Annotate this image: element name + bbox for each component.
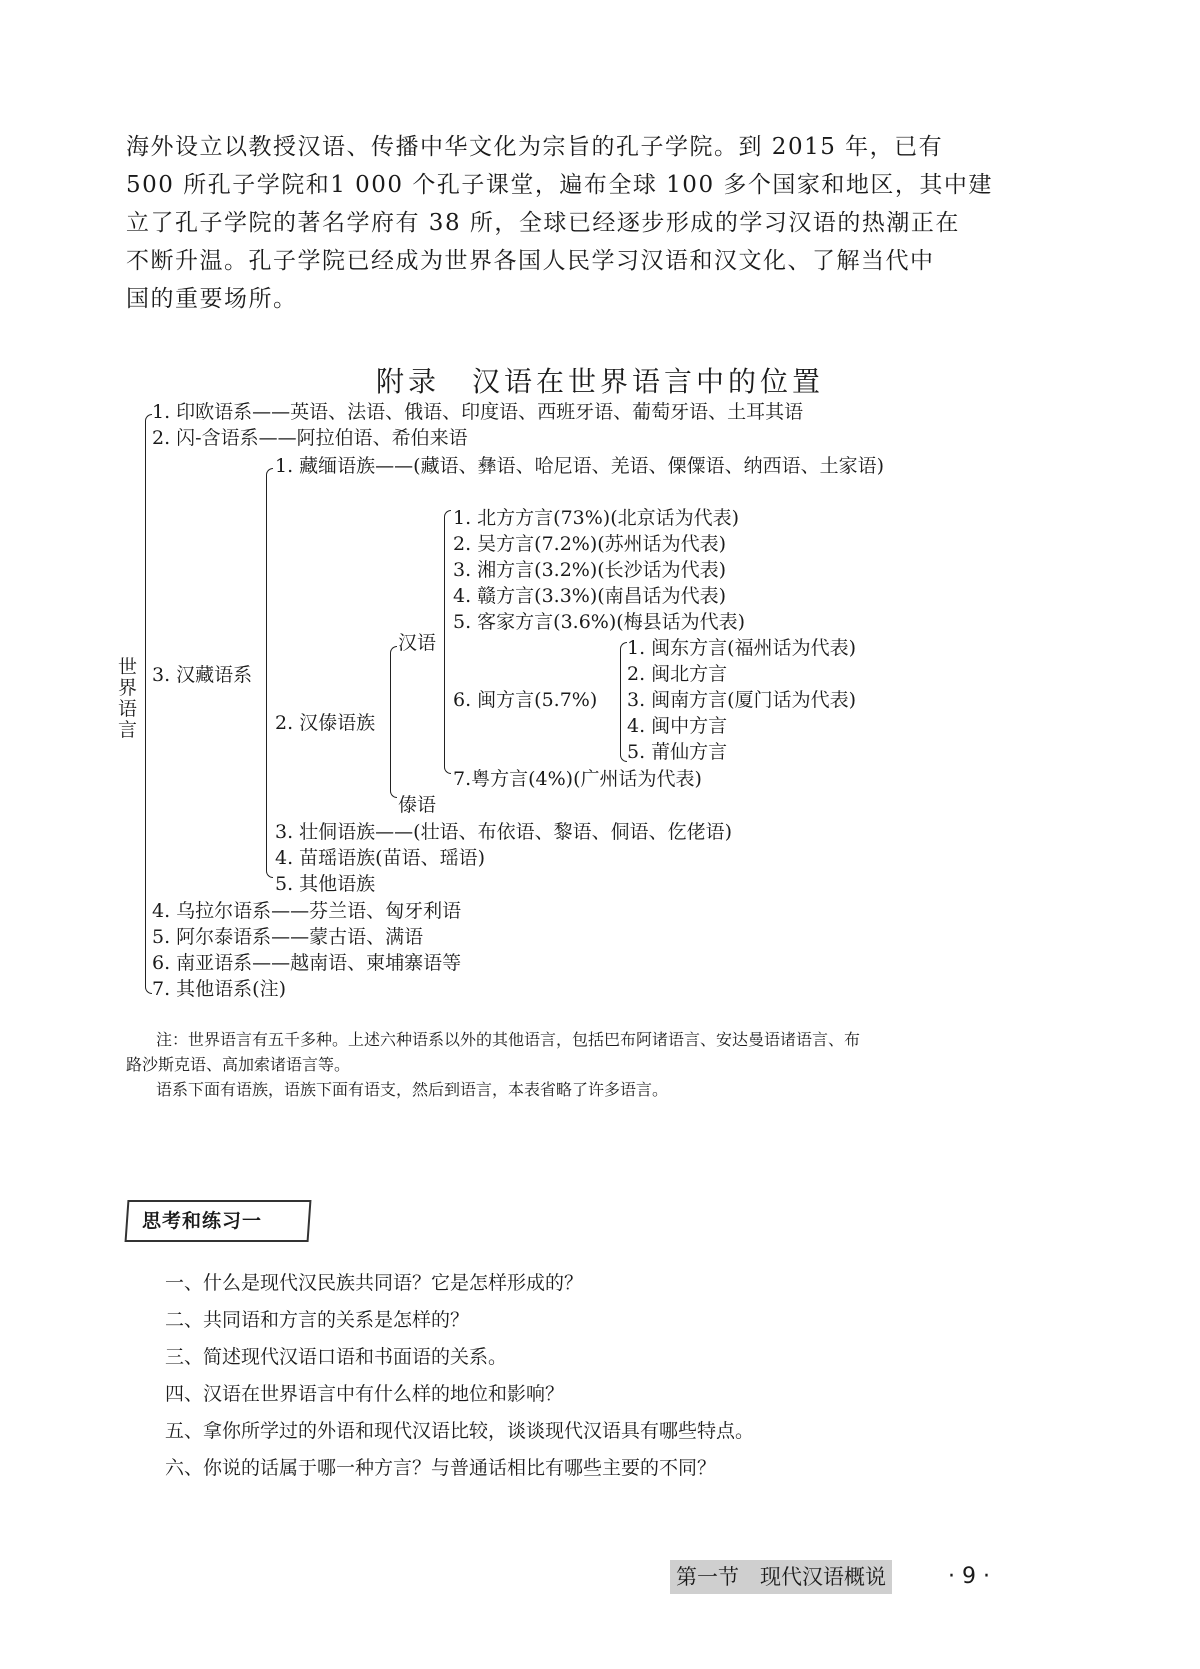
min-subdialect: 5. 莆仙方言 — [627, 741, 728, 763]
section-footer: 第一节 现代汉语概说 — [670, 1560, 892, 1594]
min-subdialect: 2. 闽北方言 — [627, 663, 728, 685]
dialect-item: 4. 赣方言(3.3%)(南昌话为代表) — [453, 585, 727, 607]
language-group: 1. 藏缅语族——(藏语、彝语、哈尼语、羌语、傈僳语、纳西语、土家语) — [275, 455, 884, 477]
language-group: 3. 壮侗语族——(壮语、布依语、黎语、侗语、仡佬语) — [275, 821, 732, 843]
question-item: 一、什么是现代汉民族共同语？它是怎样形成的？ — [165, 1272, 584, 1294]
dai-language: 傣语 — [398, 794, 437, 816]
min-subdialect: 3. 闽南方言(厦门话为代表) — [627, 689, 856, 711]
paragraph-line: 立了孔子学院的著名学府有 38 所，全球已经逐步形成的学习汉语的热潮正在 — [126, 210, 960, 236]
min-subdialect: 1. 闽东方言(福州话为代表) — [627, 637, 856, 659]
dialect-item: 3. 湘方言(3.2%)(长沙话为代表) — [453, 559, 727, 581]
appendix-title: 附录 汉语在世界语言中的位置 — [375, 365, 824, 398]
family-item: 7. 其他语系(注) — [152, 978, 286, 1000]
family-item: 5. 阿尔泰语系——蒙古语、满语 — [152, 926, 424, 948]
note-line: 语系下面有语族，语族下面有语支，然后到语言，本表省略了许多语言。 — [156, 1080, 669, 1099]
page-number: · 9 · — [948, 1564, 990, 1589]
family-item: 2. 闪-含语系——阿拉伯语、希伯来语 — [152, 427, 468, 449]
dialects-brace — [444, 510, 451, 774]
paragraph-line: 500 所孔子学院和1 000 个孔子课堂，遍布全球 100 多个国家和地区，其中建 — [126, 172, 993, 198]
question-item: 二、共同语和方言的关系是怎样的？ — [165, 1309, 470, 1331]
language-group: 2. 汉傣语族 — [275, 712, 376, 734]
exercise-heading: 思考和练习一 — [142, 1210, 263, 1232]
paragraph-line: 海外设立以教授汉语、传播中华文化为宗旨的孔子学院。到 2015 年，已有 — [126, 134, 944, 160]
notes — [126, 1027, 1046, 1102]
note-line: 注：世界语言有五千多种。上述六种语系以外的其他语言，包括巴布阿诸语言、安达曼语诸语言、布 — [156, 1030, 861, 1049]
han-dai-brace — [390, 646, 397, 798]
dialect-item: 1. 北方方言(73%)(北京话为代表) — [453, 507, 740, 529]
language-group: 5. 其他语族 — [275, 873, 376, 895]
question-item: 六、你说的话属于哪一种方言？与普通话相比有哪些主要的不同？ — [165, 1457, 717, 1479]
question-item: 三、简述现代汉语口语和书面语的关系。 — [165, 1346, 508, 1368]
paragraph-line: 不断升温。孔子学院已经成为世界各国人民学习汉语和汉文化、了解当代中 — [126, 248, 935, 274]
sino-tibetan-brace — [266, 468, 273, 878]
min-brace — [620, 642, 627, 762]
question-item: 五、拿你所学过的外语和现代汉语比较，谈谈现代汉语具有哪些特点。 — [165, 1420, 755, 1442]
family-item: 4. 乌拉尔语系——芬兰语、匈牙利语 — [152, 900, 462, 922]
question-item: 四、汉语在世界语言中有什么样的地位和影响？ — [165, 1383, 565, 1405]
tree-root-label: 世界语言 — [118, 656, 138, 741]
han-language: 汉语 — [398, 632, 437, 654]
dialect-item: 7.粤方言(4%)(广州话为代表) — [453, 768, 702, 790]
paragraph-line: 国的重要场所。 — [126, 286, 298, 312]
family-item: 6. 南亚语系——越南语、柬埔寨语等 — [152, 952, 462, 974]
family-item: 3. 汉藏语系 — [152, 664, 253, 686]
dialect-item: 5. 客家方言(3.6%)(梅县话为代表) — [453, 611, 746, 633]
families-brace — [145, 414, 152, 994]
body-paragraph — [126, 128, 1026, 318]
language-group: 4. 苗瑶语族(苗语、瑶语) — [275, 847, 485, 869]
exercise-heading-box — [125, 1200, 312, 1242]
min-subdialect: 4. 闽中方言 — [627, 715, 728, 737]
note-line: 路沙斯克语、高加索诸语言等。 — [126, 1055, 351, 1074]
dialect-item: 6. 闽方言(5.7%) — [453, 689, 598, 711]
dialect-item: 2. 吴方言(7.2%)(苏州话为代表) — [453, 533, 727, 555]
family-item: 1. 印欧语系——英语、法语、俄语、印度语、西班牙语、葡萄牙语、土耳其语 — [152, 401, 804, 423]
